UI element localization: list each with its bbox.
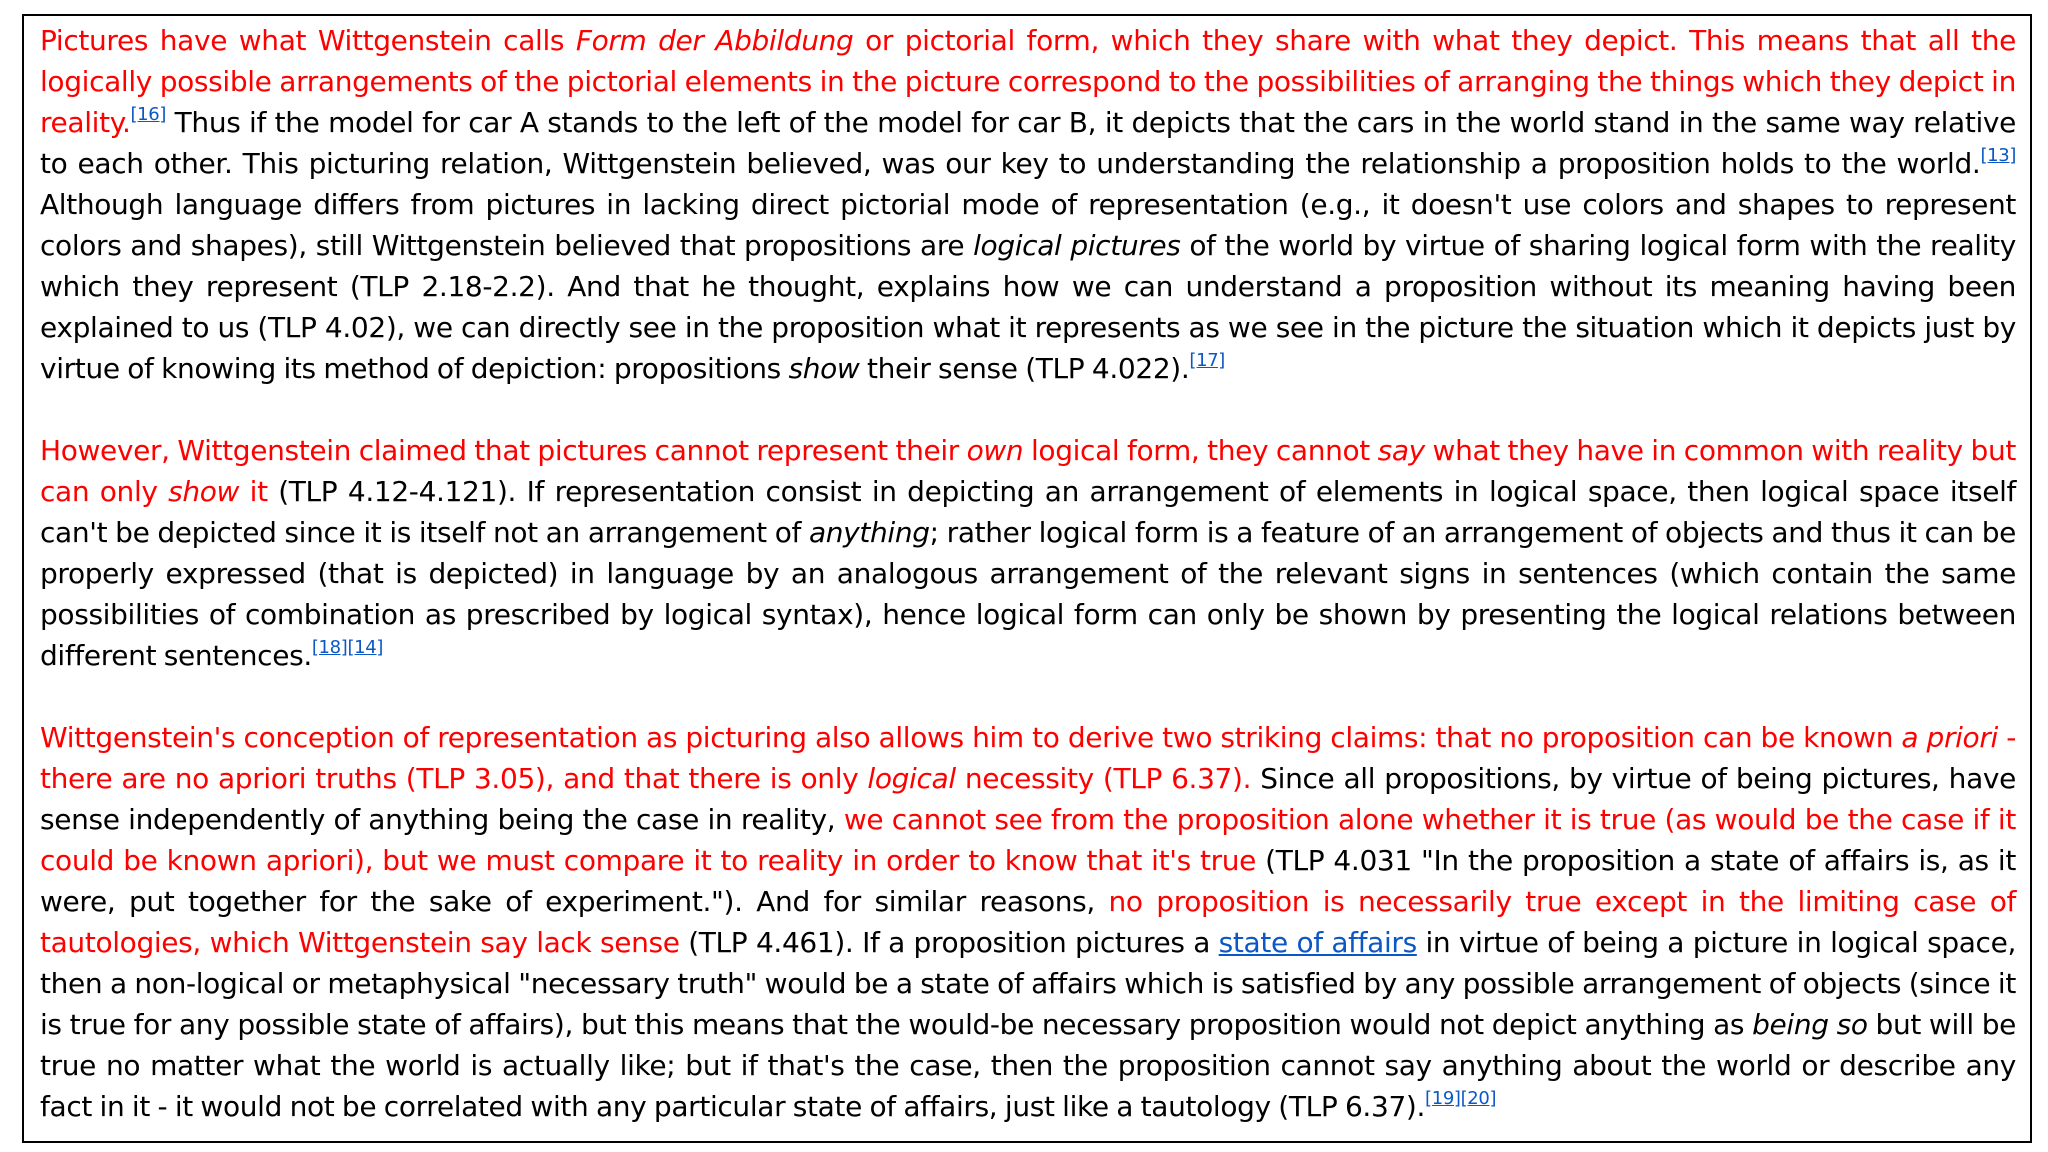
text-run: but will be true no matter what the world is actually like; but if that's the case, then the proposition cannot say anything about the world or describe any fact in it - it would not be correlated with any particular state of affairs, just like a tautology (TLP 6.37). — [40, 1008, 2016, 1123]
italic-term: a priori — [1901, 721, 1998, 754]
text-run: it — [239, 475, 268, 508]
paragraph-apriori — [40, 717, 2016, 1127]
text-run: - there are no apriori truths (TLP 3.05), and that there is only — [40, 721, 2016, 795]
italic-term: anything — [808, 516, 930, 549]
text-run: (TLP 4.461). If a proposition pictures a — [679, 926, 1219, 959]
italic-term: logical pictures — [973, 229, 1181, 262]
text-run: what they have in common with reality but can only — [40, 434, 2016, 508]
highlighted-text: no proposition is necessarily true except in the limiting case of tautologies, which Wittgenstein say lack sense — [40, 885, 2016, 959]
citation-link[interactable]: [16] — [130, 104, 167, 125]
italic-term: show — [168, 475, 240, 508]
text-run: Thus if the model for car A stands to the left of the model for car B, it depicts that the cars in the world stand in the same way relative to each other. This picturing relation, Wittgenstein believed, was our key to understanding the relationship a proposition holds to the world. — [40, 106, 2016, 180]
text-run: (TLP 4.12-4.121). If representation consist in depicting an arrangement of elements in logical space, then logical space itself can't be depicted since it is itself not an arrangement of — [40, 475, 2017, 549]
citation-link[interactable]: [17] — [1189, 350, 1225, 371]
italic-term: being so — [1752, 1008, 1868, 1041]
citation-link[interactable]: [14] — [347, 637, 383, 658]
citation-link[interactable]: [18] — [311, 637, 348, 658]
citation-link[interactable]: [20] — [1460, 1088, 1497, 1109]
italic-term: say — [1377, 434, 1425, 467]
text-run: ; rather logical form is a feature of an arrangement of objects and thus it can be properly expressed (that is depicted) in language by an analogous arrangement of the relevant signs in sentences (which contain the same possibilities of combination as prescribed by logical syntax), hence logical form can only be shown by presenting the logical relations between different sentences. — [40, 516, 2016, 672]
text-run: necessity (TLP 6.37). — [955, 762, 1252, 795]
paragraph-picturing — [40, 20, 2016, 389]
text-run: Pictures have what Wittgenstein calls — [40, 24, 576, 57]
text-run: (TLP 4.031 "In the proposition a state of affairs is, as it were, put together for the sake of experiment."). And for similar reasons, — [40, 844, 2016, 918]
text-run: their sense (TLP 4.022). — [859, 352, 1190, 385]
text-run: of the world by virtue of sharing logical form with the reality which they represent (TLP 2.18-2.2). And that he thought, explains how we can understand a proposition without its meaning having been explained to us (TLP 4.02), we can directly see in the proposition what it represents as we see in the picture the situation which it depicts just by virtue of knowing its method of depiction: propositions — [40, 229, 2016, 385]
italic-term: own — [966, 434, 1024, 467]
text-run: Since all propositions, by virtue of being pictures, have sense independently of anything being the case in reality, — [40, 762, 2016, 836]
document-frame — [22, 14, 2032, 1143]
text-run: or pictorial form, which they share with what they depict. This means that all the logically possible arrangements of the pictorial elements in the picture correspond to the possibilities of arranging the things which they depict in reality. — [40, 24, 2016, 139]
citation-link[interactable]: [13] — [1980, 145, 2016, 166]
highlighted-text: we cannot see from the proposition alone whether it is true (as would be the case if it could be known apriori), but we must compare it to reality in order to know that it's true — [40, 803, 2016, 877]
state-of-affairs-link[interactable]: state of affairs — [1218, 926, 1417, 959]
italic-term: show — [788, 352, 860, 385]
italic-term: logical — [867, 762, 956, 795]
text-run: logical form, they cannot — [1023, 434, 1378, 467]
text-run: However, Wittgenstein claimed that pictures cannot represent their — [40, 434, 967, 467]
text-run: Wittgenstein's conception of representation as picturing also allows him to derive two striking claims: that no proposition can be known — [40, 721, 1902, 754]
italic-term: Form der Abbildung — [575, 24, 854, 57]
text-run: in virtue of being a picture in logical space, then a non-logical or metaphysical "necessary truth" would be a state of affairs which is satisfied by any possible arrangement of objects (since it is true for any possible state of affairs), but this means that the would-be necessary proposition would not depict anything as — [40, 926, 2017, 1041]
citation-link[interactable]: [19] — [1425, 1088, 1461, 1109]
paragraph-logical-form — [40, 430, 2016, 676]
text-run: Although language differs from pictures in lacking direct pictorial mode of representation (e.g., it doesn't use colors and shapes to represent colors and shapes), still Wittgenstein believed that propositions are — [40, 188, 2016, 262]
